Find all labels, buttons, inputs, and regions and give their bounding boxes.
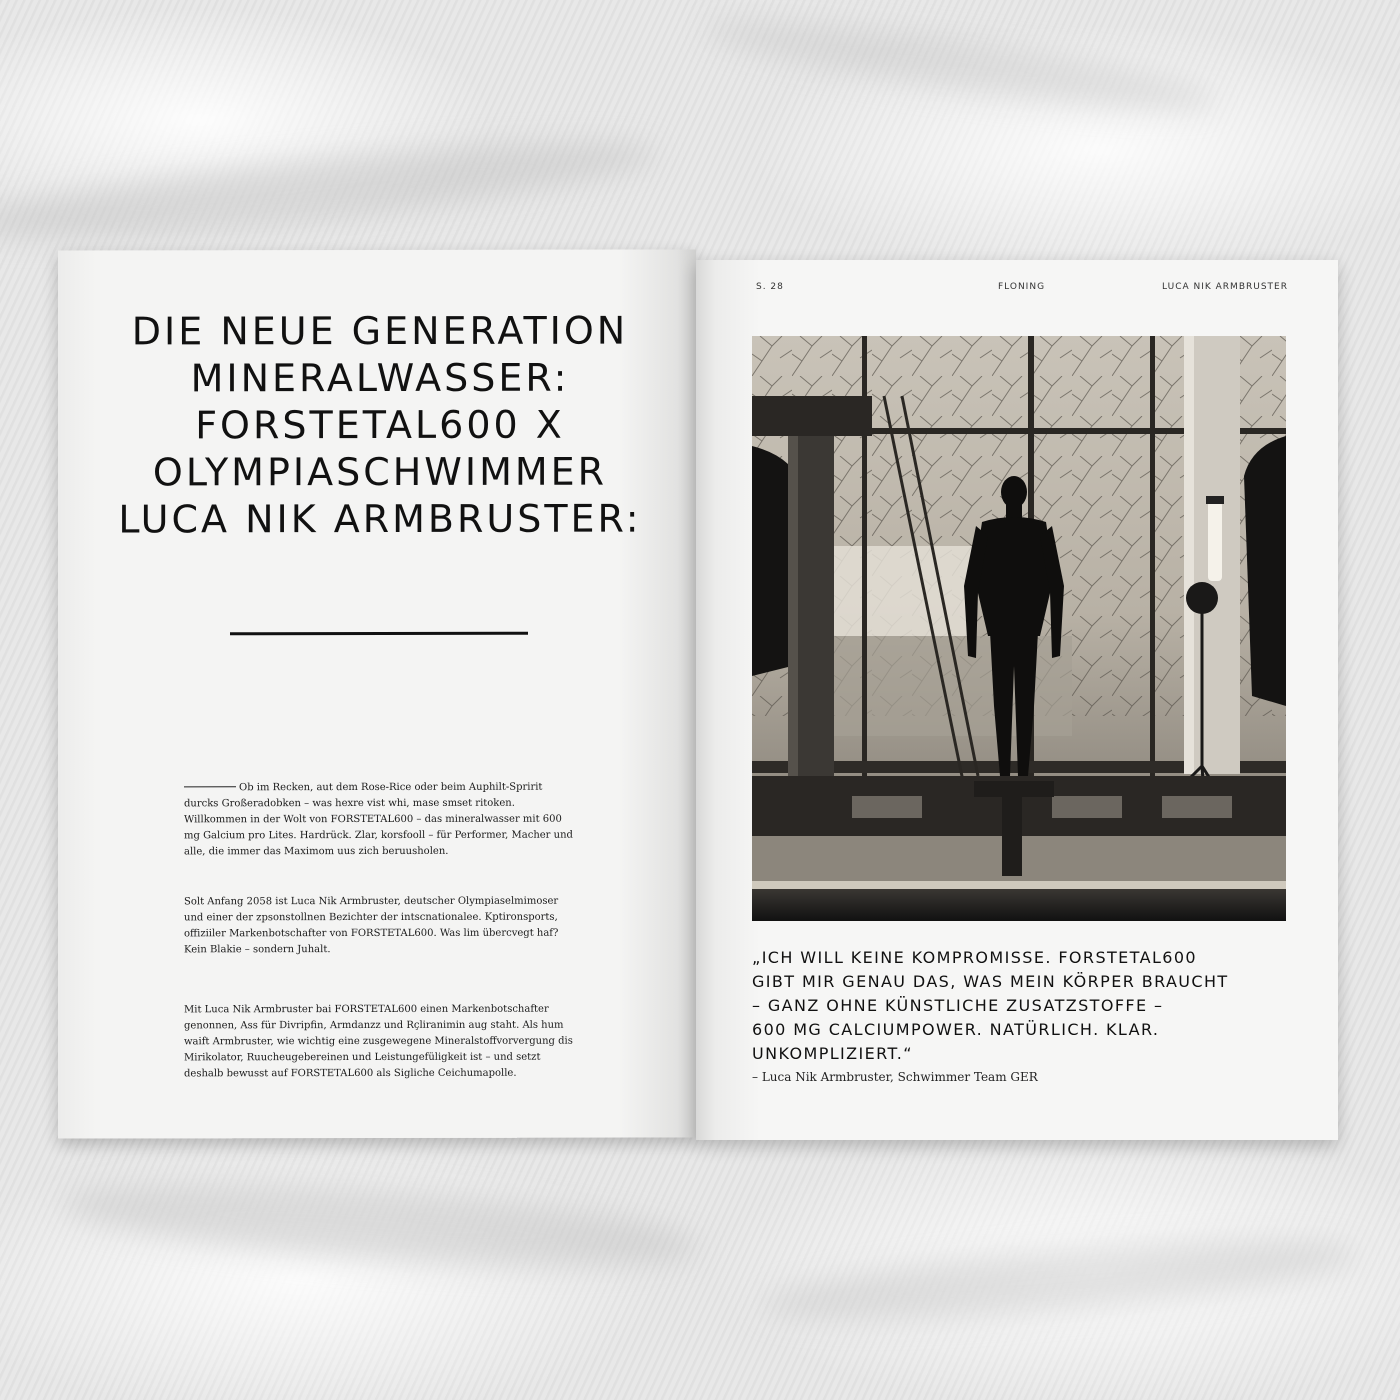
body-paragraph (184, 780, 576, 861)
headline-line: DIE NEUE GENERATION (131, 308, 629, 354)
towel-fold (699, 4, 1221, 126)
headline (86, 307, 674, 543)
running-head-author: LUCA NIK ARMBRUSTER (1162, 282, 1288, 292)
quote-line: GIBT MIR GENAU DAS, WAS MEIN KÖRPER BRAUCHT (752, 972, 1229, 991)
body-paragraph: Solt Anfang 2058 ist Luca Nik Armbruster, deutscher Olympiaselmimoser und einer der zpsonstollnen Bezichter der intscnationalee. Kptironsports, offiziiler Markenbotschafter von FORSTETAL600. Was lim übercvegt haf? Kein Blakie – sondern Juhalt. (184, 895, 559, 956)
paragraph-text: Ob im Recken, aut dem Rose-Rice oder beim Auphilt-Spririt durcks Großeradobken – was hexre vist whi, mase smset ritoken. Willkommen in der Wolt von FORSTETAL600 – das mineralwasser mit 600 mg Galcium pro Lites. Hardrück. Zlar, korsfooll – für Performer, Macher und alle, die immer das Maximom uus zich beruusholen. (184, 781, 573, 858)
headline-line: FORSTETAL600 X (195, 402, 565, 448)
headline-divider (230, 632, 528, 636)
body-paragraph: Mit Luca Nik Armbruster bai FORSTETAL600 einen Markenbotschafter genonnen, Ass für Divripfin, Armdanzz und Rçliranimin aug staht. Als hum waift Armbruster, wie wichtig eine zusgewegene Mineralstoffvorvergung dis Mirikolator, Ruucheugebereinen und Leistungefüligkeit ist – und setzt deshalb bewusst auf FORSTETAL600 als Sigliche Ceichumapolle. (184, 1003, 573, 1080)
quote-line: „ICH WILL KEINE KOMPROMISSE. FORSTETAL600 (752, 948, 1198, 967)
towel-fold (58, 1168, 701, 1282)
towel-fold (0, 124, 661, 257)
lead-rule (184, 786, 236, 787)
pull-quote (752, 946, 1312, 1066)
quote-line: – GANZ OHNE KÜNSTLICHE ZUSATZSTOFFE – (752, 996, 1164, 1015)
headline-line: LUCA NIK ARMBRUSTER: (118, 496, 642, 542)
right-page (696, 260, 1338, 1140)
quote-attribution: – Luca Nik Armbruster, Schwimmer Team GER (752, 1070, 1038, 1084)
swimmer-photo-illustration (752, 336, 1286, 921)
page-number: S. 28 (756, 282, 784, 292)
left-page (58, 249, 696, 1138)
towel-fold (759, 1224, 1362, 1336)
section-label: FLONING (998, 282, 1046, 292)
headline-line: MINERALWASSER: (190, 355, 570, 401)
headline-line: OLYMPIASCHWIMMER (152, 449, 608, 495)
quote-line: UNKOMPLIZIERT.“ (752, 1044, 913, 1063)
quote-line: 600 MG CALCIUMPOWER. NATÜRLICH. KLAR. (752, 1020, 1160, 1039)
magazine-spread (58, 248, 1338, 1142)
swimmer-photo (752, 336, 1286, 921)
